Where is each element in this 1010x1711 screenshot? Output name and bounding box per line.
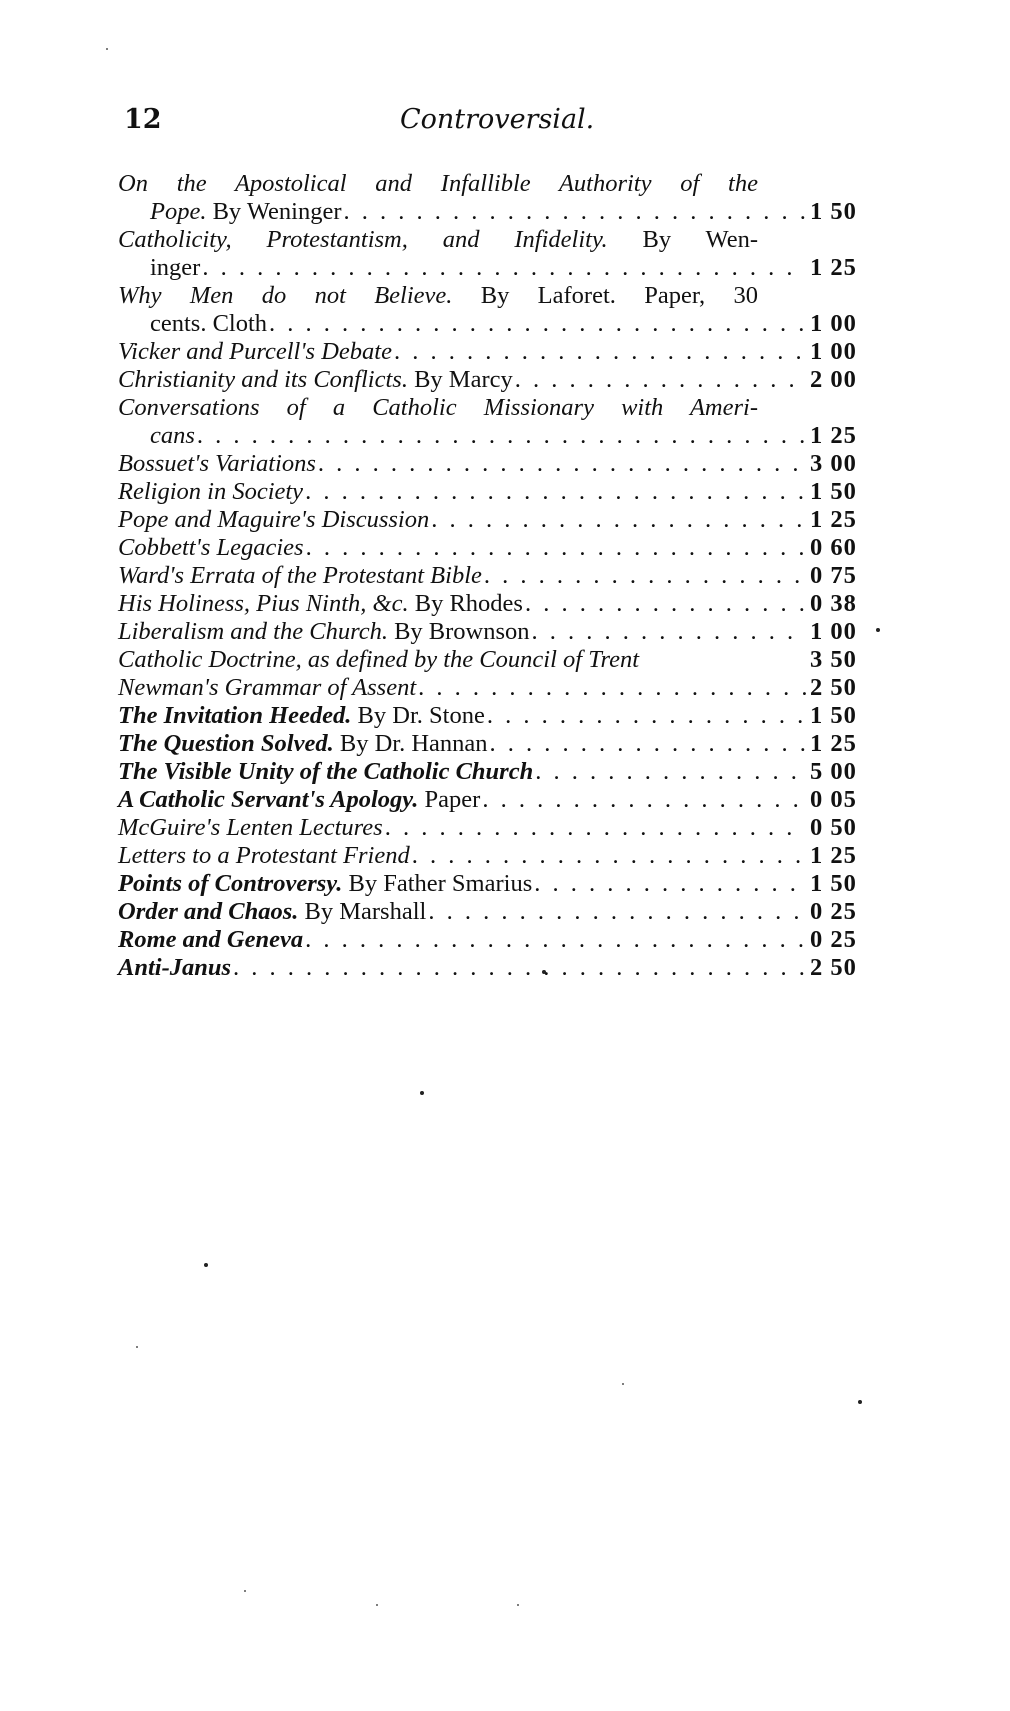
entry-text <box>118 758 533 786</box>
dot-leader <box>412 842 806 870</box>
entry-line <box>118 618 878 646</box>
entry-line <box>118 450 878 478</box>
entry-title: Catholicity, Protestantism, and Infidelity. <box>118 226 608 253</box>
catalog-entry <box>118 506 878 534</box>
entry-author: By Marshall <box>298 898 427 925</box>
entry-price: 0 50 <box>810 814 857 841</box>
entry-line <box>118 954 878 982</box>
entry-text <box>118 730 488 758</box>
dot-leader <box>534 870 806 898</box>
dot-leader <box>535 758 806 786</box>
catalog-entry <box>118 926 878 954</box>
catalog-entry <box>118 590 878 618</box>
entry-text <box>118 870 532 898</box>
catalog-entry <box>118 338 878 366</box>
dot-leader <box>431 506 806 534</box>
entry-author: By Weninger <box>206 198 342 225</box>
entry-title: Rome and Geneva <box>118 926 304 953</box>
entry-line <box>118 674 878 702</box>
dot-leader <box>344 198 807 226</box>
dot-leader <box>490 730 806 758</box>
running-head: Controversial. <box>400 104 595 135</box>
entry-line <box>118 478 878 506</box>
entry-title: The Visible Unity of the Catholic Church <box>118 758 534 785</box>
entry-author: Paper <box>418 786 481 813</box>
entry-text <box>150 198 342 226</box>
dot-leader <box>305 478 806 506</box>
entry-text <box>118 226 758 253</box>
entry-text <box>118 282 758 309</box>
entry-title: Why Men do not Believe. <box>118 282 453 309</box>
catalog-entry <box>118 702 878 730</box>
entry-price: 1 50 <box>810 702 857 729</box>
dot-leader <box>318 450 806 478</box>
entry-price: 1 00 <box>810 310 857 337</box>
entry-price: 2 00 <box>810 366 857 393</box>
entry-text <box>118 926 303 954</box>
entry-title: Catholic Doctrine, as defined by the Council of Trent <box>118 646 640 673</box>
dot-leader <box>532 618 806 646</box>
catalog-entry <box>118 954 878 982</box>
catalog-entry <box>118 394 878 450</box>
entry-text <box>150 310 267 338</box>
dot-leader <box>487 702 806 730</box>
entry-line <box>118 646 878 674</box>
entry-text <box>150 254 200 282</box>
entry-title: McGuire's Lenten Lectures <box>118 814 383 841</box>
dot-leader <box>515 366 806 394</box>
entry-price: 1 50 <box>810 478 857 505</box>
page-number: 12 <box>124 104 162 135</box>
entry-text <box>118 478 303 506</box>
entry-title: Letters to a Protestant Friend <box>118 842 410 869</box>
entry-title: On the Apostolical and Infallible Authority of the <box>118 170 758 197</box>
entry-line <box>118 730 878 758</box>
dot-leader <box>385 814 806 842</box>
entry-text <box>118 702 485 730</box>
entry-line <box>118 842 878 870</box>
entry-line <box>118 506 878 534</box>
entry-first-line <box>118 226 758 254</box>
entry-author: cents. Cloth <box>150 310 268 337</box>
entry-line <box>118 338 878 366</box>
entry-title: Ward's Errata of the Protestant Bible <box>118 562 482 589</box>
catalog-entry <box>118 618 878 646</box>
entry-title: cans <box>150 422 195 449</box>
catalog-entry <box>118 842 878 870</box>
catalog-list <box>118 170 878 982</box>
entry-text <box>118 506 429 534</box>
scan-speck <box>244 1590 246 1592</box>
entry-price: 1 25 <box>810 254 857 281</box>
entry-title: The Invitation Heeded. <box>118 702 352 729</box>
catalog-entry <box>118 646 878 674</box>
catalog-entry <box>118 534 878 562</box>
catalog-entry <box>118 226 878 282</box>
entry-price: 1 00 <box>810 618 857 645</box>
catalog-entry <box>118 730 878 758</box>
entry-line <box>118 870 878 898</box>
entry-title: The Question Solved. <box>118 730 334 757</box>
entry-text <box>118 366 513 394</box>
dot-leader <box>306 534 806 562</box>
catalog-entry <box>118 282 878 338</box>
entry-line <box>118 310 878 338</box>
entry-line <box>118 702 878 730</box>
entry-text <box>118 954 231 982</box>
entry-title: Order and Chaos. <box>118 898 299 925</box>
entry-line <box>118 898 878 926</box>
entry-price: 1 00 <box>810 338 857 365</box>
scan-speck <box>858 1400 862 1404</box>
scan-speck <box>517 1604 519 1606</box>
catalog-entry <box>118 674 878 702</box>
catalog-entry <box>118 870 878 898</box>
entry-price: 2 50 <box>810 674 857 701</box>
catalog-entry <box>118 478 878 506</box>
entry-text <box>118 898 426 926</box>
entry-title: Religion in Society <box>118 478 304 505</box>
entry-title: Newman's Grammar of Assent <box>118 674 417 701</box>
entry-price: 1 25 <box>810 422 857 449</box>
entry-price: 5 00 <box>810 758 857 785</box>
scan-speck <box>542 970 546 974</box>
entry-title: Anti-Janus <box>118 954 232 981</box>
dot-leader <box>197 422 806 450</box>
entry-price: 0 25 <box>810 898 857 925</box>
catalog-entry <box>118 786 878 814</box>
entry-title: Points of Controversy. <box>118 870 343 897</box>
entry-first-line <box>118 394 758 422</box>
catalog-entry <box>118 170 878 226</box>
entry-line <box>118 198 878 226</box>
entry-text <box>118 170 758 197</box>
entry-author: By Father Smarius <box>342 870 533 897</box>
entry-line <box>118 758 878 786</box>
entry-text <box>118 814 383 842</box>
entry-text <box>118 338 392 366</box>
dot-leader <box>269 310 806 338</box>
scan-speck <box>876 628 880 632</box>
entry-price: 3 00 <box>810 450 857 477</box>
entry-text <box>118 842 410 870</box>
entry-price: 0 60 <box>810 534 857 561</box>
entry-price: 0 05 <box>810 786 857 813</box>
dot-leader <box>428 898 806 926</box>
entry-author: By Marcy <box>407 366 513 393</box>
entry-line <box>118 534 878 562</box>
scan-speck <box>622 1383 624 1385</box>
entry-text <box>118 618 530 646</box>
scan-speck <box>106 48 108 50</box>
entry-title: Pope and Maguire's Discussion <box>118 506 430 533</box>
entry-text <box>118 450 316 478</box>
scan-speck <box>204 1263 208 1267</box>
dot-leader <box>394 338 806 366</box>
entry-line <box>118 422 878 450</box>
catalog-entry <box>118 814 878 842</box>
entry-line <box>118 786 878 814</box>
entry-author: By Dr. Stone <box>351 702 485 729</box>
entry-title: Liberalism and the Church. <box>118 618 388 645</box>
entry-text <box>118 786 480 814</box>
entry-title: Pope. <box>150 198 207 225</box>
entry-line <box>118 366 878 394</box>
entry-title: His Holiness, Pius Ninth, &c. <box>118 590 409 617</box>
entry-line <box>118 254 878 282</box>
dot-leader <box>233 954 806 982</box>
entry-first-line <box>118 170 758 198</box>
scan-speck <box>136 1346 138 1348</box>
catalog-entry <box>118 366 878 394</box>
entry-author: By Rhodes <box>408 590 523 617</box>
entry-price: 2 50 <box>810 954 857 981</box>
dot-leader <box>202 254 806 282</box>
entry-author: By Wen- <box>607 226 758 253</box>
entry-first-line <box>118 282 758 310</box>
entry-line <box>118 926 878 954</box>
entry-price: 0 75 <box>810 562 857 589</box>
entry-author: By Laforet. Paper, 30 <box>452 282 758 309</box>
entry-text <box>118 394 758 421</box>
entry-title: Cobbett's Legacies <box>118 534 304 561</box>
entry-price: 1 25 <box>810 730 857 757</box>
catalog-entry <box>118 562 878 590</box>
entry-text <box>118 590 523 618</box>
entry-title: Christianity and its Conflicts. <box>118 366 408 393</box>
catalog-entry <box>118 898 878 926</box>
dot-leader <box>305 926 806 954</box>
entry-text <box>118 674 416 702</box>
scan-speck <box>376 1604 378 1606</box>
dot-leader <box>525 590 806 618</box>
entry-line <box>118 814 878 842</box>
entry-price: 1 25 <box>810 506 857 533</box>
entry-text <box>118 562 482 590</box>
entry-text <box>150 422 195 450</box>
entry-price: 0 38 <box>810 590 857 617</box>
catalog-entry <box>118 450 878 478</box>
entry-title: A Catholic Servant's Apology. <box>118 786 419 813</box>
entry-text <box>118 646 639 674</box>
entry-title: Vicker and Purcell's Debate <box>118 338 392 365</box>
scan-speck <box>420 1091 424 1095</box>
entry-title: Conversations of a Catholic Missionary with Ameri- <box>118 394 758 421</box>
entry-author: By Dr. Hannan <box>333 730 488 757</box>
catalog-entry <box>118 758 878 786</box>
entry-author: inger <box>150 254 201 281</box>
entry-price: 1 25 <box>810 842 857 869</box>
entry-price: 3 50 <box>810 646 857 673</box>
entry-title: Bossuet's Variations <box>118 450 316 477</box>
dot-leader <box>484 562 806 590</box>
dot-leader <box>418 674 806 702</box>
entry-author: By Brownson <box>387 618 530 645</box>
entry-line <box>118 590 878 618</box>
entry-line <box>118 562 878 590</box>
entry-text <box>118 534 304 562</box>
dot-leader <box>482 786 806 814</box>
entry-price: 1 50 <box>810 198 857 225</box>
entry-price: 0 25 <box>810 926 857 953</box>
entry-price: 1 50 <box>810 870 857 897</box>
